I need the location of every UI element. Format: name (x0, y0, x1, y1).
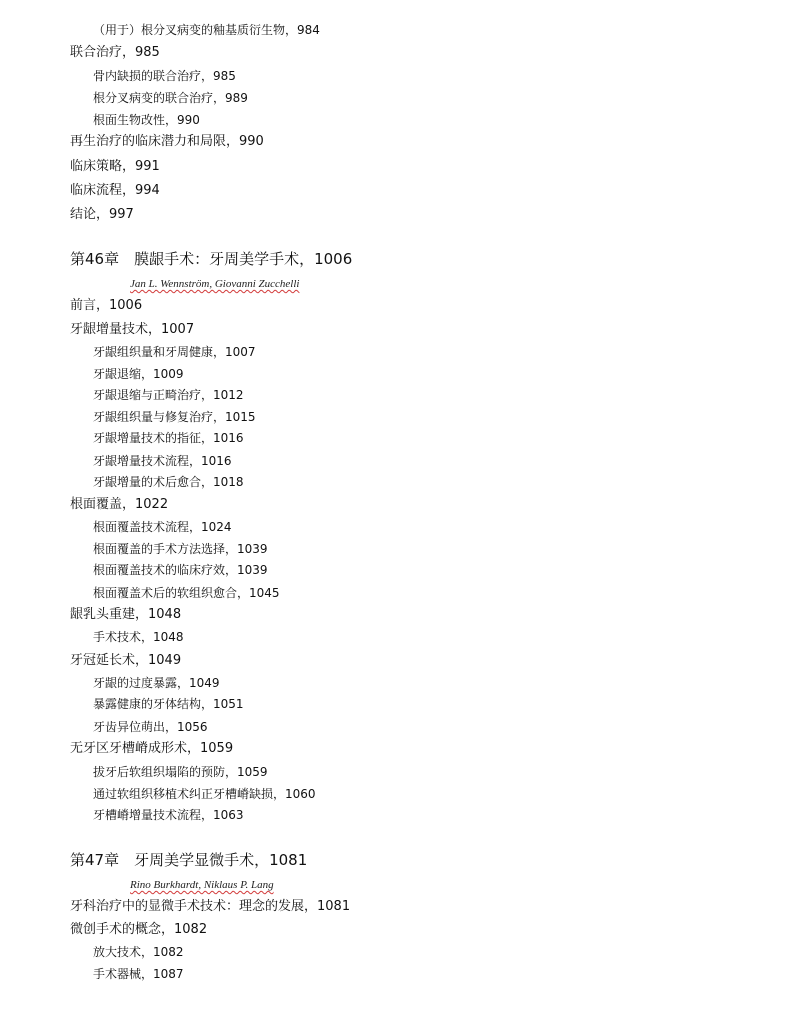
chapter-authors: Jan L. Wennström, Giovanni Zucchelli (130, 278, 300, 290)
toc-entry: 临床策略，991 (70, 159, 160, 174)
toc-subentry: 根面覆盖术后的软组织愈合，1045 (93, 586, 280, 600)
toc-entry: 微创手术的概念，1082 (70, 922, 208, 937)
toc-subentry: 牙龈退缩与正畸治疗，1012 (93, 388, 244, 402)
toc-subentry: 根面覆盖技术的临床疗效，1039 (93, 563, 268, 577)
toc-subentry: 骨内缺损的联合治疗，985 (93, 69, 236, 83)
toc-entry: 牙冠延长术，1049 (70, 653, 182, 668)
toc-entry: 无牙区牙槽嵴成形术，1059 (70, 741, 234, 756)
toc-subentry: 根面覆盖的手术方法选择，1039 (93, 542, 268, 556)
toc-subentry: 根面生物改性，990 (93, 113, 200, 127)
toc-subentry: 牙龈组织量和牙周健康，1007 (93, 345, 256, 359)
toc-subentry: 牙龈的过度暴露，1049 (93, 676, 220, 690)
toc-entry: 联合治疗，985 (70, 45, 160, 60)
toc-subentry: 牙槽嵴增量技术流程，1063 (93, 808, 244, 822)
toc-subentry: 拔牙后软组织塌陷的预防，1059 (93, 765, 268, 779)
toc-subentry: 放大技术，1082 (93, 945, 184, 959)
toc-subentry: 手术器械，1087 (93, 967, 184, 981)
toc-entry: 龈乳头重建，1048 (70, 607, 182, 622)
toc-entry: 根面覆盖，1022 (70, 497, 169, 512)
toc-subentry: 牙齿异位萌出，1056 (93, 720, 208, 734)
toc-entry: 再生治疗的临床潜力和局限，990 (70, 134, 264, 149)
toc-subentry: 根面覆盖技术流程，1024 (93, 520, 232, 534)
toc-subentry: 通过软组织移植术纠正牙槽嵴缺损，1060 (93, 787, 316, 801)
toc-subentry: 牙龈退缩，1009 (93, 367, 184, 381)
toc-subentry: 牙龈增量技术的指征，1016 (93, 431, 244, 445)
toc-entry: 前言，1006 (70, 298, 143, 313)
chapter-heading: 第46章 膜龈手术：牙周美学手术，1006 (70, 250, 353, 268)
toc-subentry: 根分叉病变的联合治疗，989 (93, 91, 248, 105)
toc-subentry: 手术技术，1048 (93, 630, 184, 644)
toc-subentry: （用于）根分叉病变的釉基质衍生物，984 (93, 23, 320, 37)
toc-entry: 牙科治疗中的显微手术技术：理念的发展，1081 (70, 899, 351, 914)
toc-subentry: 牙龈组织量与修复治疗，1015 (93, 410, 256, 424)
toc-subentry: 牙龈增量技术流程，1016 (93, 454, 232, 468)
toc-entry: 结论，997 (70, 207, 134, 222)
chapter-authors: Rino Burkhardt, Niklaus P. Lang (130, 879, 274, 891)
toc-entry: 牙龈增量技术，1007 (70, 322, 195, 337)
toc-subentry: 暴露健康的牙体结构，1051 (93, 697, 244, 711)
chapter-heading: 第47章 牙周美学显微手术，1081 (70, 851, 308, 869)
toc-entry: 临床流程，994 (70, 183, 160, 198)
toc-subentry: 牙龈增量的术后愈合，1018 (93, 475, 244, 489)
